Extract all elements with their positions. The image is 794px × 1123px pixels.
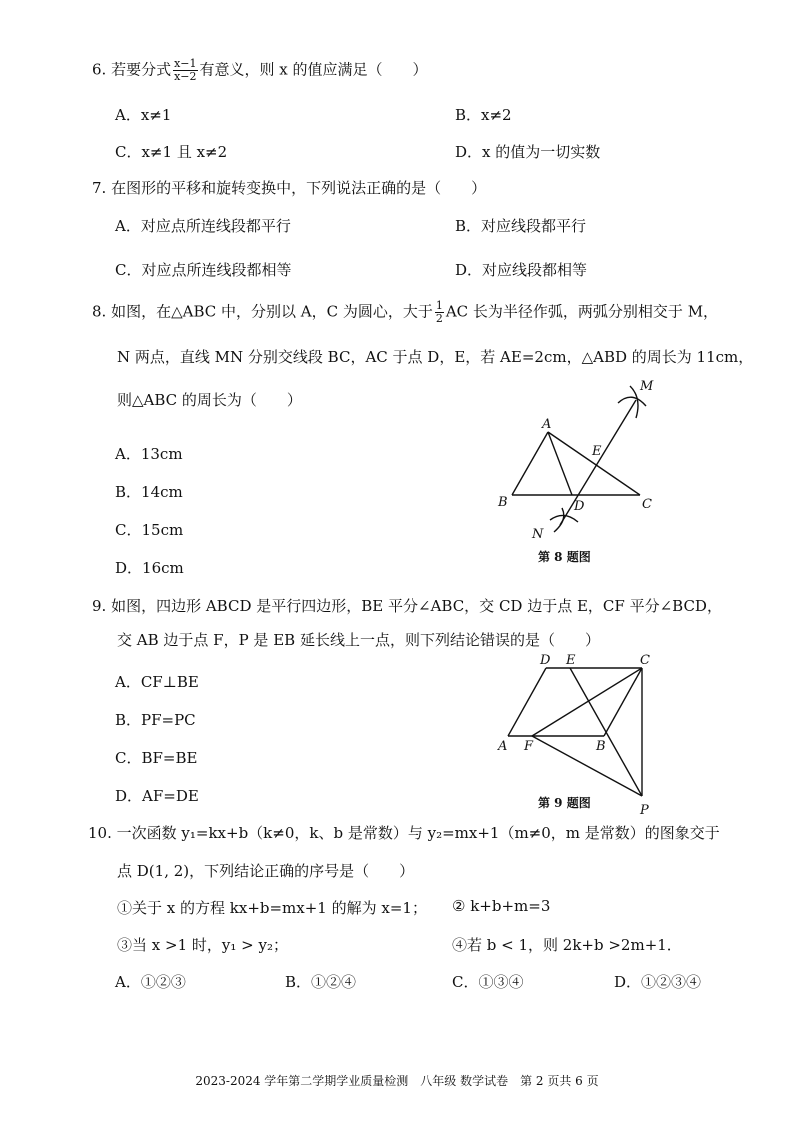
q9-line2: 交 AB 边于点 F，P 是 EB 延长线上一点，则下列结论错误的是（ ） — [117, 631, 600, 649]
q9-label-p: P — [640, 803, 649, 818]
q10-option-d: D．①②③④ — [614, 973, 702, 991]
q8-label-a: A — [542, 417, 552, 432]
q9-label-d: D — [540, 653, 551, 668]
q9-option-c: C．BF=BE — [115, 749, 198, 767]
q10-line1: 10. 一次函数 y₁=kx+b（k≠0，k、b 是常数）与 y₂=mx+1（m≠0，m 是常数）的图象交于 — [88, 824, 720, 842]
q8-line1 — [92, 300, 718, 325]
q8-line1-start: 8. 如图，在△ABC 中，分别以 A，C 为圆心，大于 — [92, 302, 433, 321]
q9-segment-bc — [604, 668, 642, 736]
q9-segment-cf — [532, 668, 642, 736]
q8-label-c: C — [642, 497, 652, 512]
q8-line1-end: AC 长为半径作弧，两弧分别相交于 M， — [445, 302, 719, 321]
q8-line-mn — [560, 400, 636, 525]
q9-segment-da — [508, 668, 546, 736]
q8-label-d: D — [574, 499, 585, 514]
q6-option-b: B．x≠2 — [455, 106, 512, 124]
q6-option-d: D．x 的值为一切实数 — [455, 143, 601, 161]
q7-option-a: A．对应点所连线段都平行 — [115, 217, 291, 235]
q7-option-b: B．对应线段都平行 — [455, 217, 587, 235]
q8-line3: 则△ABC 的周长为（ ） — [117, 391, 302, 409]
q8-option-b: B．14cm — [115, 483, 183, 501]
q9-label-e: E — [566, 653, 576, 668]
q9-option-d: D．AF=DE — [115, 787, 199, 805]
q8-option-a: A．13cm — [115, 445, 183, 463]
q7-option-d: D．对应线段都相等 — [455, 261, 588, 279]
q9-label-a: A — [498, 739, 508, 754]
q8-figure — [490, 370, 680, 545]
q8-caption: 第 8 题图 — [538, 550, 591, 564]
q6-fraction-denominator: x−2 — [174, 70, 197, 83]
q9-label-c: C — [640, 653, 650, 668]
q9-option-b: B．PF=PC — [115, 711, 196, 729]
q8-segment-ac — [548, 432, 640, 495]
q8-fraction-denominator: 2 — [435, 312, 443, 325]
q8-segment-ad — [548, 432, 572, 495]
q8-option-c: C．15cm — [115, 521, 184, 539]
page-footer: 2023-2024 学年第二学期学业质量检测 八年级 数学试卷 第 2 页共 6 页 — [195, 1074, 599, 1088]
q8-option-d: D．16cm — [115, 559, 184, 577]
q7-stem: 7. 在图形的平移和旋转变换中，下列说法正确的是（ ） — [92, 179, 487, 197]
q10-option-c: C．①③④ — [452, 973, 524, 991]
q6-stem — [92, 58, 428, 83]
q7-option-c: C．对应点所连线段都相等 — [115, 261, 292, 279]
q8-label-b: B — [498, 495, 508, 510]
q8-label-m: M — [640, 379, 654, 394]
q10-option-a: A．①②③ — [115, 973, 186, 991]
q8-label-e: E — [592, 444, 602, 459]
q8-fraction — [435, 300, 444, 325]
q10-statement-3: ③当 x >1 时，y₁ > y₂； — [117, 936, 288, 954]
q6-fraction-numerator: x−1 — [174, 57, 197, 70]
q8-fraction-numerator: 1 — [435, 299, 443, 312]
q9-line1: 9. 如图，四边形 ABCD 是平行四边形，BE 平分∠ABC，交 CD 边于点 E，CF 平分∠BCD， — [92, 597, 722, 615]
q9-label-b: B — [596, 739, 606, 754]
q8-line2: N 两点，直线 MN 分别交线段 BC，AC 于点 D，E，若 AE=2cm，△ABD 的周长为 11cm， — [117, 348, 754, 366]
q6-option-a: A．x≠1 — [115, 106, 172, 124]
q6-option-c: C．x≠1 且 x≠2 — [115, 143, 228, 161]
q8-label-n: N — [532, 527, 544, 542]
q6-stem-start: 6. 若要分式 — [92, 60, 172, 79]
q10-statement-4: ④若 b < 1，则 2k+b >2m+1． — [452, 936, 682, 954]
q8-arc-n-2 — [554, 508, 564, 532]
q9-caption: 第 9 题图 — [538, 796, 591, 810]
q10-option-b: B．①②④ — [285, 973, 357, 991]
q8-segment-ab — [512, 432, 548, 495]
q10-line2: 点 D(1, 2)，下列结论正确的序号是（ ） — [117, 862, 415, 880]
q6-fraction — [173, 58, 197, 83]
q6-stem-end: 有意义，则 x 的值应满足（ ） — [199, 60, 428, 79]
q8-arc-m-1 — [618, 397, 646, 406]
q10-statement-1: ①关于 x 的方程 kx+b=mx+1 的解为 x=1； — [117, 899, 427, 917]
q9-label-f: F — [524, 739, 534, 754]
q9-option-a: A．CF⊥BE — [115, 673, 199, 691]
q10-statement-2: ② k+b+m=3 — [452, 897, 551, 915]
